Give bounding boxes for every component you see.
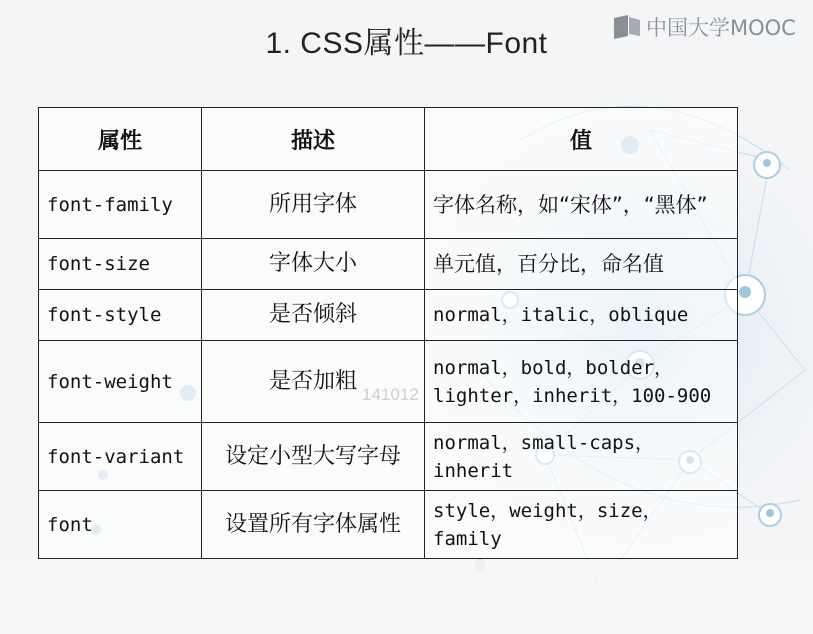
row-description: 设定小型大写字母	[202, 423, 425, 491]
font-properties-table	[38, 107, 738, 559]
table-row	[39, 171, 738, 239]
table-row	[39, 239, 738, 290]
row-description: 字体大小	[202, 239, 425, 290]
table-row	[39, 341, 738, 423]
row-value: 单元值，百分比，命名值	[425, 239, 738, 290]
row-property: font-variant	[39, 423, 202, 491]
row-value: normal，small-caps，inherit	[425, 423, 738, 491]
row-property: font-family	[39, 171, 202, 239]
row-description: 设置所有字体属性	[202, 491, 425, 559]
row-description: 是否倾斜	[202, 290, 425, 341]
row-property: font-style	[39, 290, 202, 341]
table-row	[39, 290, 738, 341]
header-property: 属性	[39, 108, 202, 171]
row-description: 所用字体	[202, 171, 425, 239]
row-value: normal，italic，oblique	[425, 290, 738, 341]
header-description: 描述	[202, 108, 425, 171]
table-row	[39, 423, 738, 491]
video-watermark: 141012	[362, 385, 419, 404]
header-value: 值	[425, 108, 738, 171]
slide-title: 1. CSS属性——Font	[265, 27, 548, 60]
row-property: font-size	[39, 239, 202, 290]
row-value: style，weight，size，family	[425, 491, 738, 559]
row-value: normal，bold，bolder，lighter，inherit，100-900	[425, 341, 738, 423]
table-header-row	[39, 108, 738, 171]
logo-text: 中国大学MOOC	[646, 16, 796, 40]
row-property: font-weight	[39, 341, 202, 423]
table-row	[39, 491, 738, 559]
row-property: font	[39, 491, 202, 559]
row-description: 是否加粗	[202, 341, 425, 423]
row-value: 字体名称，如“宋体”，“黑体”	[425, 171, 738, 239]
